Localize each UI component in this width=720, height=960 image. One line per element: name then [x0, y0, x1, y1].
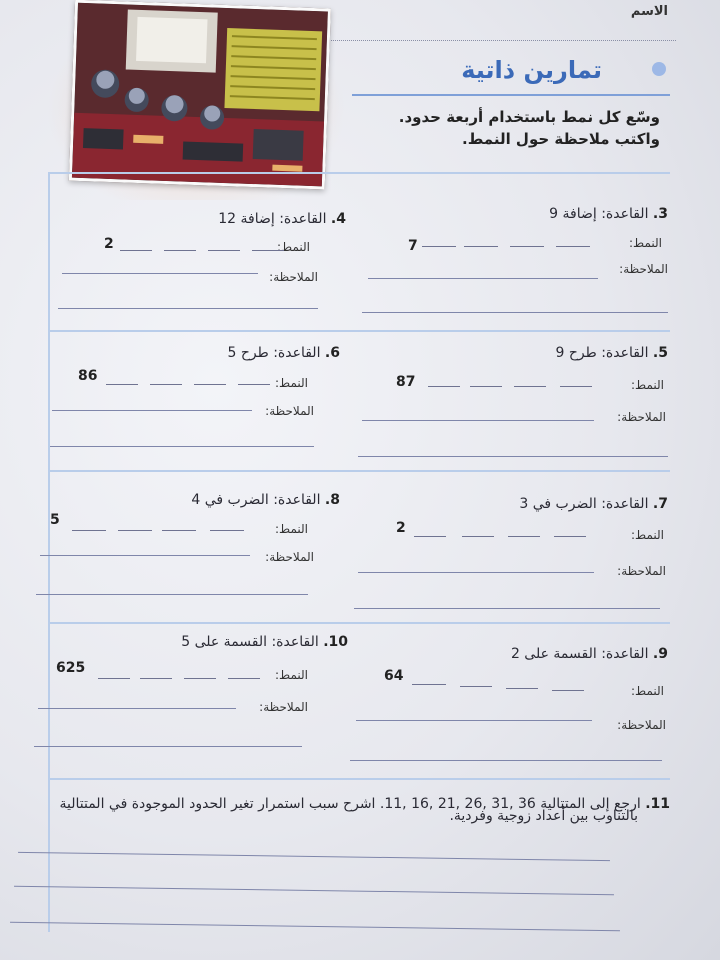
exercise-8-blank[interactable]	[210, 530, 244, 531]
exercise-3-note-line[interactable]	[368, 278, 598, 279]
exercise-6-blank[interactable]	[194, 384, 226, 385]
exercise-9-rule: 9. القاعدة: القسمة على 2	[510, 646, 668, 662]
question-11-answer-line[interactable]	[14, 886, 614, 895]
exercise-5-note-line[interactable]	[362, 420, 594, 421]
exercise-3-blank[interactable]	[464, 246, 498, 247]
exercise-5-start-term: 87	[396, 374, 416, 390]
exercise-10-pattern-label: النمط:	[275, 668, 308, 682]
exercise-4-pattern-label: النمط:	[277, 240, 310, 254]
left-margin-line	[48, 172, 50, 932]
exercise-9-note-line[interactable]	[356, 720, 592, 721]
exercise-10-blank[interactable]	[184, 678, 216, 679]
exercise-3-blank[interactable]	[556, 246, 590, 247]
exercise-8-rule: 8. القاعدة: الضرب في 4	[191, 492, 340, 508]
exercise-6-note-line[interactable]	[50, 446, 314, 447]
exercise-4-note-line[interactable]	[62, 273, 258, 274]
question-11-line-1: 11. ارجع إلى المتتالية 36 ,31 ,26 ,21 ,16 ,11. اشرح سبب استمرار تغير الحدود الموجودة في المتتالية	[59, 796, 670, 812]
circuit-board-photo	[69, 0, 325, 183]
exercise-8-start-term: 5	[50, 512, 60, 528]
exercise-8-note-line[interactable]	[36, 594, 308, 595]
exercise-9-blank[interactable]	[460, 686, 492, 687]
exercise-9-note-label: الملاحظة:	[617, 718, 666, 732]
exercise-8-pattern-label: النمط:	[275, 522, 308, 536]
question-11-answer-line[interactable]	[10, 922, 620, 932]
exercise-9-blank[interactable]	[552, 690, 584, 691]
section-divider	[50, 172, 670, 174]
exercise-7-note-line[interactable]	[358, 572, 594, 573]
exercise-5-blank[interactable]	[514, 386, 546, 387]
exercise-6-note-label: الملاحظة:	[265, 404, 314, 418]
section-divider	[50, 330, 670, 332]
question-11-line-2: بالتناوب بين أعداد زوجية وفردية.	[449, 808, 638, 824]
exercise-7-start-term: 2	[396, 520, 406, 536]
exercise-9-blank[interactable]	[412, 684, 446, 685]
exercise-5-blank[interactable]	[560, 386, 592, 387]
exercise-4-start-term: 2	[104, 236, 114, 252]
exercise-6-note-line[interactable]	[52, 410, 252, 411]
exercise-8-blank[interactable]	[118, 530, 152, 531]
exercise-9-start-term: 64	[384, 668, 404, 684]
exercise-7-rule: 7. القاعدة: الضرب في 3	[519, 496, 668, 512]
exercise-3-note-label: الملاحظة:	[619, 262, 668, 276]
exercise-6-pattern-label: النمط:	[275, 376, 308, 390]
exercise-6-rule: 6. القاعدة: طرح 5	[227, 345, 340, 361]
exercise-4-blank[interactable]	[252, 250, 284, 251]
exercise-4-note-line[interactable]	[58, 308, 318, 309]
exercise-3-rule: 3. القاعدة: إضافة 9	[549, 206, 668, 222]
exercise-3-blank[interactable]	[510, 246, 544, 247]
exercise-3-blank[interactable]	[422, 246, 456, 247]
title-underline	[352, 94, 670, 96]
question-11-answer-line[interactable]	[18, 852, 610, 861]
exercise-3-start-term: 7	[408, 238, 418, 254]
name-label: الاسم	[630, 4, 668, 19]
exercise-5-note-line[interactable]	[358, 456, 668, 457]
exercise-4-rule: 4. القاعدة: إضافة 12	[218, 211, 346, 227]
exercise-7-note-label: الملاحظة:	[617, 564, 666, 578]
exercise-10-blank[interactable]	[98, 678, 130, 679]
exercise-6-blank[interactable]	[238, 384, 270, 385]
section-divider	[50, 778, 670, 780]
exercise-10-start-term: 625	[56, 660, 86, 676]
exercise-5-note-label: الملاحظة:	[617, 410, 666, 424]
exercise-7-pattern-label: النمط:	[631, 528, 664, 542]
exercise-7-blank[interactable]	[508, 536, 540, 537]
exercise-5-pattern-label: النمط:	[631, 378, 664, 392]
exercise-10-rule: 10. القاعدة: القسمة على 5	[181, 634, 348, 650]
exercise-8-note-line[interactable]	[40, 555, 250, 556]
exercise-10-blank[interactable]	[228, 678, 260, 679]
exercise-6-start-term: 86	[78, 368, 98, 384]
exercise-4-note-label: الملاحظة:	[269, 270, 318, 284]
exercise-3-pattern-label: النمط:	[629, 236, 662, 250]
exercise-9-pattern-label: النمط:	[631, 684, 664, 698]
exercise-9-note-line[interactable]	[350, 760, 662, 761]
exercise-5-rule: 5. القاعدة: طرح 9	[555, 345, 668, 361]
instruction-line-2: واكتب ملاحظة حول النمط.	[462, 130, 660, 148]
exercise-5-blank[interactable]	[428, 386, 460, 387]
name-line	[300, 40, 676, 41]
section-divider	[50, 622, 670, 624]
exercise-4-blank[interactable]	[120, 250, 152, 251]
exercise-10-blank[interactable]	[140, 678, 172, 679]
exercise-4-blank[interactable]	[164, 250, 196, 251]
exercise-5-blank[interactable]	[470, 386, 502, 387]
exercise-7-note-line[interactable]	[354, 608, 660, 609]
exercise-3-note-line[interactable]	[362, 312, 668, 313]
exercise-7-blank[interactable]	[462, 536, 494, 537]
exercise-10-note-line[interactable]	[38, 708, 236, 709]
exercise-7-blank[interactable]	[554, 536, 586, 537]
exercise-6-blank[interactable]	[106, 384, 138, 385]
instruction-line-1: وسّع كل نمط باستخدام أربعة حدود.	[398, 108, 660, 126]
exercise-4-blank[interactable]	[208, 250, 240, 251]
exercise-10-note-line[interactable]	[34, 746, 302, 747]
exercise-10-note-label: الملاحظة:	[259, 700, 308, 714]
exercise-9-blank[interactable]	[506, 688, 538, 689]
exercise-7-blank[interactable]	[414, 536, 446, 537]
page-title: تمارين ذاتية	[461, 56, 602, 84]
exercise-8-blank[interactable]	[72, 530, 106, 531]
title-bullet	[652, 62, 666, 76]
circuit-board-icon	[72, 3, 328, 187]
section-divider	[50, 470, 670, 472]
exercise-6-blank[interactable]	[150, 384, 182, 385]
exercise-8-note-label: الملاحظة:	[265, 550, 314, 564]
exercise-8-blank[interactable]	[162, 530, 196, 531]
